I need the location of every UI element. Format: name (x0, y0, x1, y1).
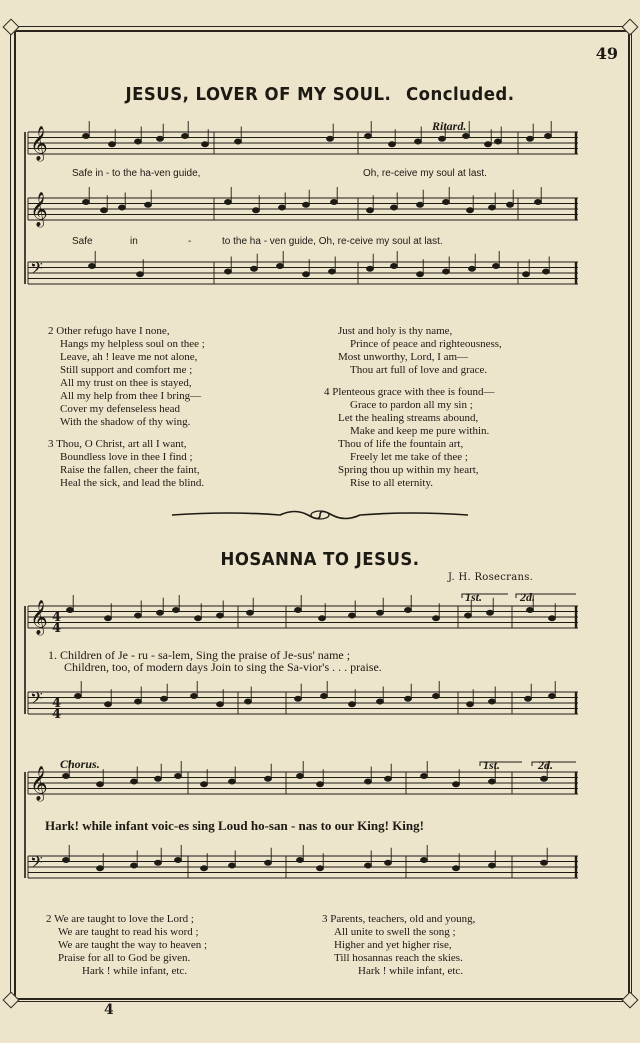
note (489, 205, 496, 210)
note (63, 774, 70, 779)
note (157, 610, 164, 615)
note (523, 272, 530, 277)
note (217, 702, 224, 707)
verse-line: Hark ! while infant, etc. (82, 965, 188, 977)
verse-line: We are taught the way to heaven ; (58, 939, 208, 951)
note (415, 139, 422, 144)
note (367, 266, 374, 271)
verse-line: Hark ! while infant, etc. (358, 965, 464, 977)
verse-line: All unite to swell the song ; (334, 926, 456, 938)
note (391, 264, 398, 269)
note (391, 205, 398, 210)
note (195, 616, 202, 621)
note (527, 136, 534, 141)
note (467, 702, 474, 707)
note (247, 610, 254, 615)
note (467, 208, 474, 213)
verse-line: 4 Plenteous grace with thee is found— (324, 386, 495, 398)
verse-line: Praise for all to God be given. (58, 952, 191, 964)
note (443, 200, 450, 205)
verse-line: 3 Parents, teachers, old and young, (322, 913, 476, 925)
note (265, 776, 272, 781)
note (385, 860, 392, 865)
note (155, 860, 162, 865)
svg-text:4: 4 (52, 707, 62, 722)
verse1-line1: 1. Children of Je - ru - sa-lem, Sing the praise of Je-sus' name ; (48, 648, 351, 662)
verse-line: 2 Other refugo have I none, (48, 325, 170, 337)
note (137, 272, 144, 277)
note (105, 616, 112, 621)
note (265, 860, 272, 865)
note (365, 779, 372, 784)
alto-lyric-1: Safe (72, 236, 93, 247)
note (321, 694, 328, 699)
ending-2-label: 2d. (520, 590, 535, 604)
note (453, 866, 460, 871)
note (421, 774, 428, 779)
hymn1-verses-left (48, 325, 205, 490)
composer-credit: J. H. Rosecrans. (448, 572, 534, 583)
verse1-line2: Children, too, of modern days Join to sing the Sa-vior's . . . praise. (64, 660, 382, 674)
alto-lyric-4: to the ha - ven guide, Oh, re-ceive my soul at last. (222, 236, 443, 247)
note (365, 134, 372, 139)
ending-1-label: 1st. (465, 590, 483, 604)
treble-lyric-1: Safe in - to the ha-ven guide, (72, 168, 201, 179)
note (489, 779, 496, 784)
verse-line: Thou art full of love and grace. (350, 364, 488, 376)
note (389, 142, 396, 147)
bass-clef: 𝄢 (30, 852, 43, 876)
note (349, 702, 356, 707)
note (229, 863, 236, 868)
note (549, 694, 556, 699)
note (527, 608, 534, 613)
verse-line: Spring thou up within my heart, (338, 464, 479, 476)
note (493, 264, 500, 269)
note (131, 779, 138, 784)
note (201, 866, 208, 871)
note (541, 860, 548, 865)
hymn2-verses-right (322, 913, 475, 978)
note (433, 616, 440, 621)
verse-line: Let the healing streams abound, (338, 412, 479, 424)
verse-line: Hangs my helpless soul on thee ; (60, 338, 205, 350)
verse-line: Freely let me take of thee ; (350, 451, 468, 463)
time-signature: 4 (52, 610, 62, 625)
hymn1-verses-right (324, 325, 502, 490)
note (175, 858, 182, 863)
note (421, 858, 428, 863)
note (405, 696, 412, 701)
ending-1-label: 1st. (483, 758, 501, 772)
note (439, 136, 446, 141)
treble-clef: 𝄞 (30, 126, 48, 161)
note (235, 139, 242, 144)
note (63, 858, 70, 863)
verse-line: Thou of life the fountain art, (338, 438, 464, 450)
note (83, 200, 90, 205)
treble-lyric-2: Oh, re-ceive my soul at last. (363, 168, 487, 179)
treble-clef: 𝄞 (30, 192, 48, 227)
note (525, 696, 532, 701)
note (385, 776, 392, 781)
verse-line: Raise the fallen, cheer the faint, (60, 464, 200, 476)
note (109, 142, 116, 147)
note (229, 779, 236, 784)
verse-line: Still support and comfort me ; (60, 364, 193, 376)
verse-line: Cover my defenseless head (60, 403, 181, 415)
note (543, 269, 550, 274)
verse-line: All my trust on thee is stayed, (60, 377, 192, 389)
ornamental-divider (170, 505, 470, 525)
note (119, 205, 126, 210)
verse-line: Leave, ah ! leave me not alone, (60, 351, 198, 363)
note (277, 264, 284, 269)
note (507, 202, 514, 207)
tempo-marking: Ritard. (432, 119, 467, 133)
note (469, 266, 476, 271)
note (225, 269, 232, 274)
note (463, 134, 470, 139)
note (135, 699, 142, 704)
chorus-label: Chorus. (60, 757, 100, 771)
note (405, 608, 412, 613)
alto-lyric-3: - (188, 236, 192, 247)
note (135, 139, 142, 144)
note (157, 136, 164, 141)
note (485, 142, 492, 147)
note (97, 866, 104, 871)
note (145, 202, 152, 207)
verse-line: We are taught to read his word ; (58, 926, 199, 938)
note (303, 272, 310, 277)
treble-clef: 𝄞 (30, 766, 48, 801)
note (217, 613, 224, 618)
note (295, 696, 302, 701)
time-signature: 4 (52, 696, 62, 711)
note (89, 264, 96, 269)
signature-mark: 4 (104, 1002, 114, 1018)
note (101, 208, 108, 213)
bass-clef: 𝄢 (30, 258, 43, 282)
note (549, 616, 556, 621)
verse-line: Make and keep me pure within. (350, 425, 490, 437)
hymn2-title: HOSANNA TO JESUS. (220, 549, 420, 570)
verse-line: Rise to all eternity. (350, 477, 433, 489)
verse-line: Prince of peace and righteousness, (350, 338, 502, 350)
note (465, 613, 472, 618)
hymn1-subtitle: Concluded. (406, 84, 515, 105)
note (329, 269, 336, 274)
note (175, 774, 182, 779)
note (97, 782, 104, 787)
note (225, 200, 232, 205)
verse-line: 2 We are taught to love the Lord ; (46, 913, 194, 925)
note (161, 696, 168, 701)
bass-clef: 𝄢 (30, 688, 43, 712)
note (131, 863, 138, 868)
note (182, 134, 189, 139)
note (377, 610, 384, 615)
note (319, 616, 326, 621)
alto-lyric-2: in (130, 236, 138, 247)
note (75, 694, 82, 699)
note (417, 272, 424, 277)
note (349, 613, 356, 618)
verse-line: All my help from thee I bring— (60, 390, 202, 402)
verse-line: Heal the sick, and lead the blind. (60, 477, 205, 489)
note (327, 136, 334, 141)
note (317, 782, 324, 787)
note (155, 776, 162, 781)
note (251, 266, 258, 271)
note (245, 699, 252, 704)
note (367, 208, 374, 213)
note (545, 134, 552, 139)
note (201, 782, 208, 787)
note (417, 202, 424, 207)
note (173, 608, 180, 613)
verse-line: Most unworthy, Lord, I am— (338, 351, 469, 363)
note (253, 208, 260, 213)
hymn1-title-text: JESUS, LOVER OF MY SOUL. (125, 84, 392, 105)
note (377, 699, 384, 704)
verse-line: Grace to pardon all my sin ; (350, 399, 473, 411)
note (433, 694, 440, 699)
note (365, 863, 372, 868)
note (83, 134, 90, 139)
verse-line: With the shadow of thy wing. (60, 416, 191, 428)
verse-line: Just and holy is thy name, (338, 325, 453, 337)
verse-line: Boundless love in thee I find ; (60, 451, 193, 463)
note (443, 269, 450, 274)
note (303, 202, 310, 207)
note (541, 776, 548, 781)
note (317, 866, 324, 871)
svg-text:4: 4 (52, 621, 62, 636)
note (191, 694, 198, 699)
note (202, 142, 209, 147)
note (495, 139, 502, 144)
note (453, 782, 460, 787)
ending-2-label: 2d. (538, 758, 553, 772)
page-number: 49 (595, 44, 618, 63)
note (489, 863, 496, 868)
verse-line: Higher and yet higher rise, (334, 939, 452, 951)
note (295, 608, 302, 613)
chorus-lyrics: Hark! while infant voic-es sing Loud ho-san - nas to our King! King! (45, 818, 424, 833)
note (331, 200, 338, 205)
verse-line: 3 Thou, O Christ, art all I want, (48, 438, 187, 450)
note (535, 200, 542, 205)
note (297, 858, 304, 863)
hymn2-verses-left (46, 913, 207, 978)
note (487, 610, 494, 615)
verse-line: Till hosannas reach the skies. (334, 952, 463, 964)
note (67, 608, 74, 613)
note (297, 774, 304, 779)
note (489, 699, 496, 704)
note (135, 613, 142, 618)
note (279, 205, 286, 210)
treble-clef: 𝄞 (30, 600, 48, 635)
note (105, 702, 112, 707)
